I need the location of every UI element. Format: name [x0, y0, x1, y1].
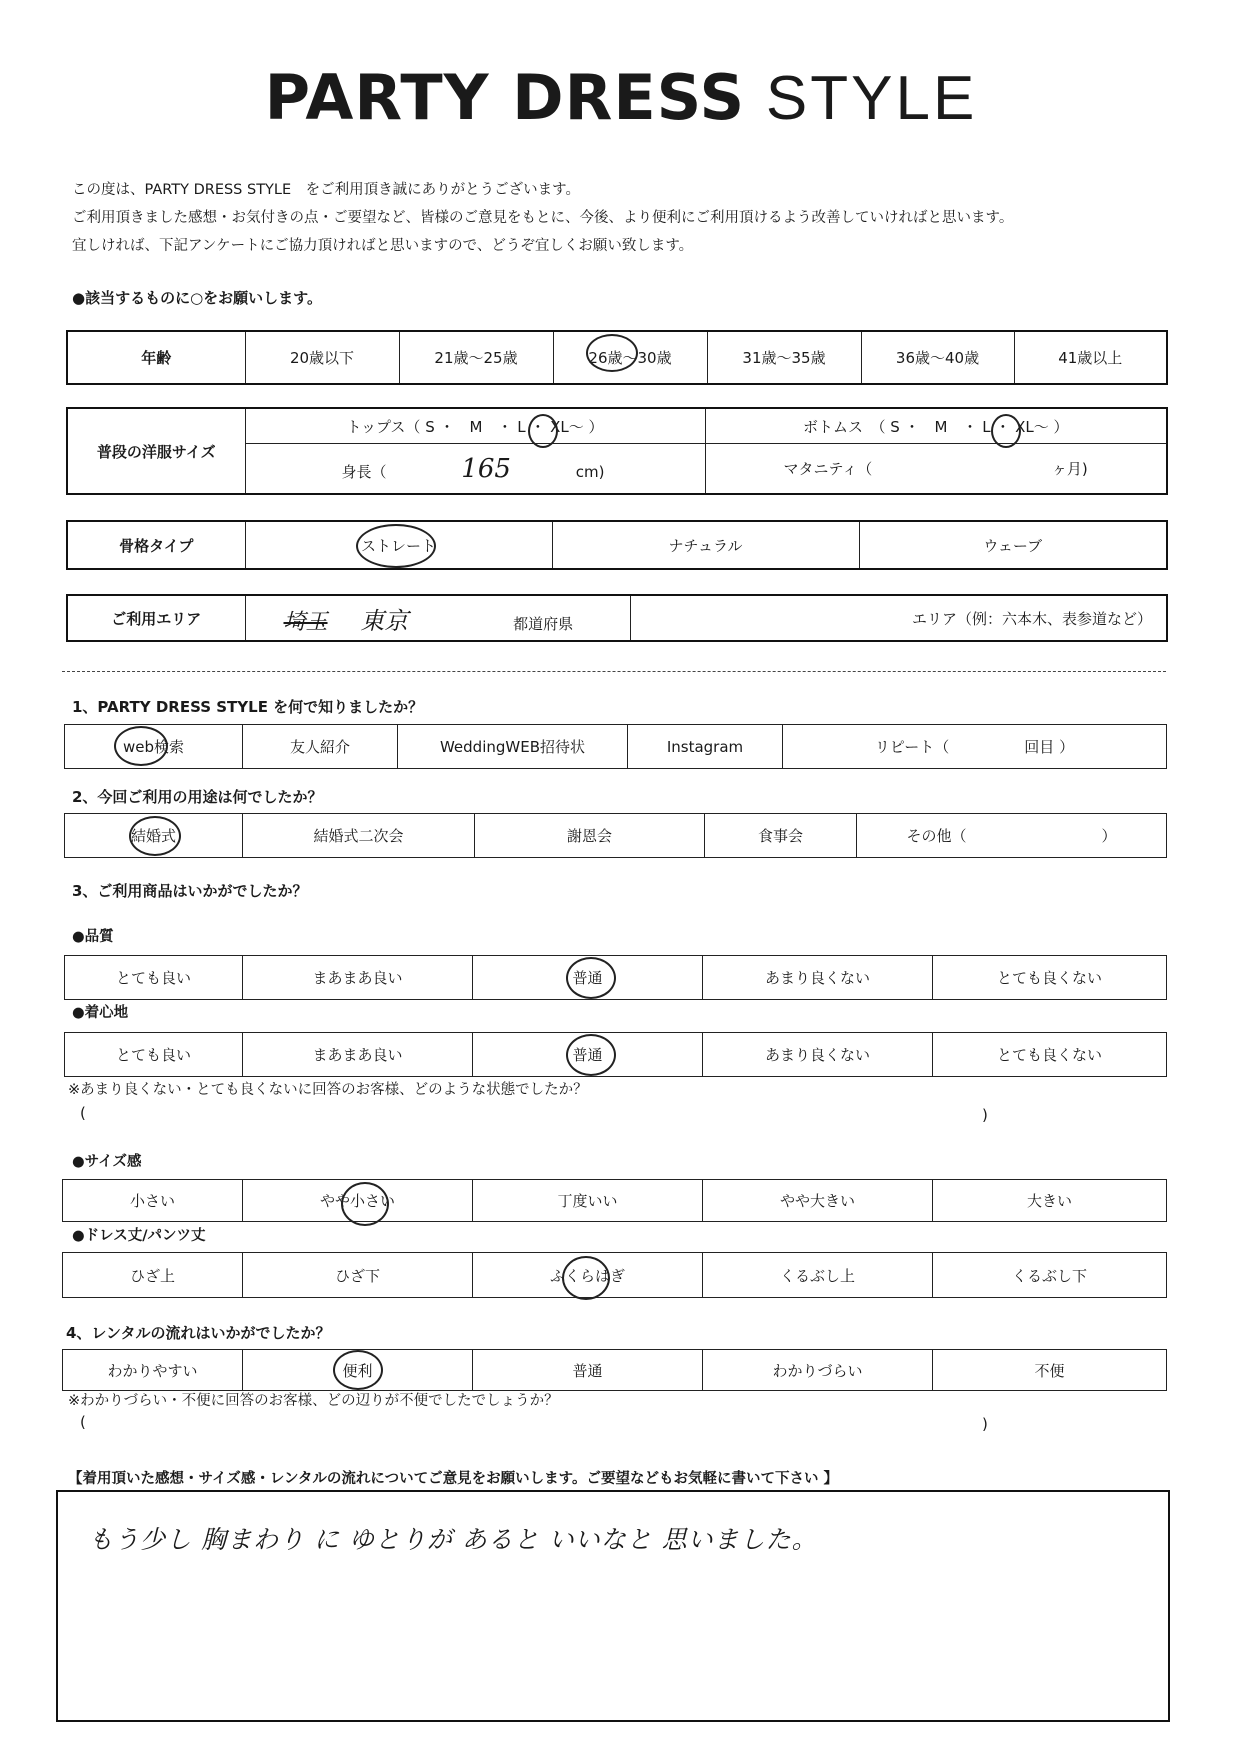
age-option[interactable]: 21歳～25歳: [399, 331, 553, 384]
comfort-label: ●着心地: [72, 1005, 129, 1021]
q4-option[interactable]: 普通: [473, 1350, 703, 1391]
skeleton-option[interactable]: ナチュラル: [552, 521, 859, 569]
intro-line: ご利用頂きました感想・お気付きの点・ご要望など、皆様のご意見をもとに、今後、より便利にご利用頂けるよう改善していければと思います。: [72, 210, 1014, 226]
skeleton-option-selected[interactable]: ストレート: [245, 521, 552, 569]
quality-option[interactable]: まあまあ良い: [243, 956, 473, 1000]
age-option[interactable]: 20歳以下: [245, 331, 399, 384]
selection-circle: [566, 957, 616, 999]
length-option[interactable]: くるぶし下: [933, 1253, 1167, 1298]
q2-table: [64, 813, 1167, 858]
selection-circle: [114, 726, 168, 766]
length-table: [62, 1252, 1167, 1298]
comments-box[interactable]: [56, 1490, 1170, 1722]
comments-text: もう少し 胸まわり に ゆとりが あると いいなと 思いました。: [88, 1525, 818, 1554]
maternity-prefix: マタニティ（: [783, 460, 873, 479]
prefecture-field[interactable]: [245, 595, 630, 641]
skeleton-table: [66, 520, 1168, 570]
comfort-option-selected[interactable]: 普通: [473, 1033, 703, 1077]
q1-table: [64, 724, 1167, 769]
age-label: 年齢: [67, 331, 245, 384]
tops-size-options[interactable]: トップス（ S ・ M ・ L ・ XL～ ）: [245, 408, 705, 444]
question-2-title: 2、今回ご利用の用途は何でしたか？: [72, 788, 323, 806]
maternity-field[interactable]: [705, 444, 1167, 494]
length-option[interactable]: ひざ下: [243, 1253, 473, 1298]
q2-option[interactable]: その他（ ）: [857, 814, 1167, 858]
comfort-option[interactable]: まあまあ良い: [243, 1033, 473, 1077]
size-feel-label: ●サイズ感: [72, 1154, 142, 1170]
quality-option[interactable]: とても良くない: [933, 956, 1167, 1000]
open-paren: (: [80, 1104, 86, 1122]
area-hint: エリア（例：六本木、表参道など）: [911, 609, 1152, 628]
q2-option-selected[interactable]: 結婚式: [65, 814, 243, 858]
q1-option-selected[interactable]: web検索: [65, 725, 243, 769]
brand-logo: PARTY DRESS STYLE: [264, 61, 978, 134]
age-option-selected[interactable]: 26歳～30歳: [553, 331, 707, 384]
selection-circle: [129, 816, 181, 856]
question-1-title: 1、PARTY DRESS STYLE を何で知りましたか？: [72, 698, 424, 716]
q4-option-selected[interactable]: 便利: [243, 1350, 473, 1391]
q4-option[interactable]: わかりやすい: [63, 1350, 243, 1391]
comments-title: 【着用頂いた感想・サイズ感・レンタルの流れについてご意見をお願いします。ご要望などもお気軽に書いて下さい 】: [68, 1471, 838, 1487]
comfort-option[interactable]: あまり良くない: [703, 1033, 933, 1077]
selection-circle: [566, 1034, 616, 1076]
size-feel-option[interactable]: 大きい: [933, 1180, 1167, 1222]
age-option[interactable]: 31歳～35歳: [707, 331, 861, 384]
selection-circle: [562, 1256, 610, 1300]
selection-circle: [333, 1350, 383, 1390]
length-option-selected[interactable]: ふくらはぎ: [473, 1253, 703, 1298]
q2-option[interactable]: 謝恩会: [475, 814, 705, 858]
skeleton-label: 骨格タイプ: [67, 521, 245, 569]
selection-circle: [341, 1182, 389, 1226]
comfort-option[interactable]: とても良い: [65, 1033, 243, 1077]
question-3-title: 3、ご利用商品はいかがでしたか？: [72, 882, 308, 900]
q2-option[interactable]: 結婚式二次会: [243, 814, 475, 858]
age-option[interactable]: 36歳～40歳: [861, 331, 1014, 384]
q4-option[interactable]: わかりづらい: [703, 1350, 933, 1391]
comfort-option[interactable]: とても良くない: [933, 1033, 1167, 1077]
height-suffix: cm): [575, 462, 605, 481]
intro-line: この度は、PARTY DRESS STYLE をご利用頂き誠にありがとうございます。: [72, 182, 580, 198]
area-field[interactable]: [630, 595, 1167, 641]
q2-option[interactable]: 食事会: [705, 814, 857, 858]
open-paren: (: [80, 1413, 86, 1431]
q1-option[interactable]: リピート（ 回目 ）: [783, 725, 1167, 769]
instruction-heading: ●該当するものに○をお願いします。: [72, 289, 322, 307]
q1-option[interactable]: Instagram: [628, 725, 783, 769]
q4-option[interactable]: 不便: [933, 1350, 1167, 1391]
height-value: 165: [461, 453, 511, 484]
q4-table: [62, 1349, 1167, 1391]
selection-circle: [356, 524, 436, 568]
quality-option[interactable]: とても良い: [65, 956, 243, 1000]
prefecture-label: 都道府県: [513, 614, 574, 633]
area-label: ご利用エリア: [67, 595, 245, 641]
age-option[interactable]: 41歳以上: [1014, 331, 1167, 384]
close-paren: ): [982, 1415, 988, 1433]
close-paren: ): [982, 1106, 988, 1124]
struck-prefecture: 埼玉: [283, 609, 328, 635]
size-feel-option-selected[interactable]: やや小さい: [243, 1180, 473, 1222]
clothes-size-label: 普段の洋服サイズ: [67, 408, 245, 494]
intro-text: [72, 176, 1013, 260]
area-table: [66, 594, 1168, 642]
size-feel-table: [62, 1179, 1167, 1222]
size-feel-option[interactable]: 小さい: [63, 1180, 243, 1222]
quality-label: ●品質: [72, 929, 114, 945]
bottoms-size-options[interactable]: ボトムス （ S ・ M ・ L ・ XL～ ）: [705, 408, 1167, 444]
length-option[interactable]: くるぶし上: [703, 1253, 933, 1298]
skeleton-option[interactable]: ウェーブ: [859, 521, 1167, 569]
inconvenience-note: ※わかりづらい・不便に回答のお客様、どの辺りが不便でしたでしょうか？: [68, 1393, 559, 1409]
selection-circle: [528, 414, 558, 448]
question-4-title: 4、レンタルの流れはいかがでしたか？: [66, 1324, 331, 1342]
divider: [62, 671, 1166, 672]
quality-option-selected[interactable]: 普通: [473, 956, 703, 1000]
q1-option[interactable]: WeddingWEB招待状: [398, 725, 628, 769]
selection-circle: [586, 334, 638, 372]
quality-option[interactable]: あまり良くない: [703, 956, 933, 1000]
size-feel-option[interactable]: 丁度いい: [473, 1180, 703, 1222]
selection-circle: [991, 414, 1021, 448]
q1-option[interactable]: 友人紹介: [243, 725, 398, 769]
height-field[interactable]: [245, 444, 705, 494]
prefecture-value: 東京: [360, 606, 409, 635]
height-prefix: 身長（: [341, 462, 387, 481]
size-feel-option[interactable]: やや大きい: [703, 1180, 933, 1222]
length-label: ●ドレス丈/パンツ丈: [72, 1228, 206, 1244]
maternity-suffix: ヶ月): [1051, 460, 1088, 479]
intro-line: 宜しければ、下記アンケートにご協力頂ければと思いますので、どうぞ宜しくお願い致します。: [72, 238, 694, 254]
dissatisfaction-note: ※あまり良くない・とても良くないに回答のお客様、どのような状態でしたか？: [68, 1082, 588, 1098]
length-option[interactable]: ひざ上: [63, 1253, 243, 1298]
